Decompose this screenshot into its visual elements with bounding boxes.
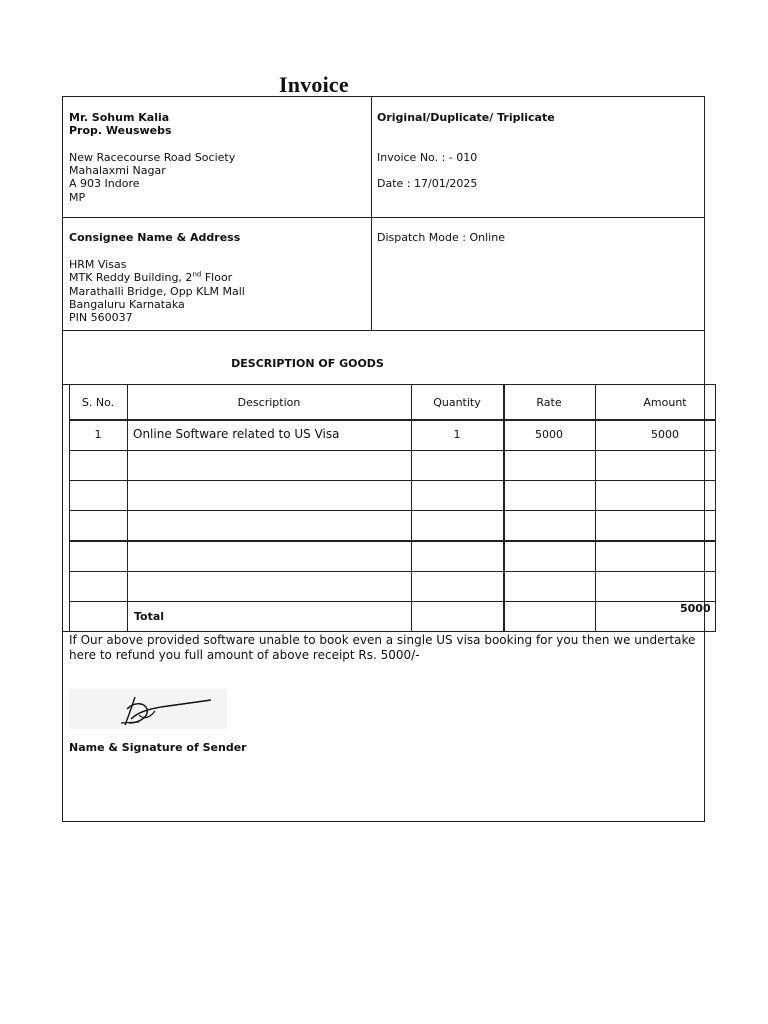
consignee-address-line: Marathalli Bridge, Opp KLM Mall: [69, 285, 245, 298]
consignee-address-line: PIN 560037: [69, 311, 133, 324]
copy-type: Original/Duplicate/ Triplicate: [377, 111, 555, 124]
table-line: [127, 384, 128, 632]
total-amount: 5000: [680, 602, 711, 615]
table-line: [69, 510, 716, 511]
total-label: Total: [134, 610, 165, 623]
cell-amount: 5000: [651, 428, 679, 441]
table-line: [69, 480, 716, 481]
table-line: [69, 571, 716, 572]
col-header-sno: S. No.: [81, 396, 115, 409]
col-header-rate: Rate: [536, 396, 562, 409]
consignee-bottom-line: [62, 330, 705, 331]
refund-note-line: here to refund you full amount of above receipt Rs. 5000/-: [69, 648, 420, 662]
invoice-date: Date : 17/01/2025: [377, 177, 478, 190]
table-line: [595, 384, 596, 632]
signature-image: [69, 689, 227, 729]
cell-sno: 1: [94, 428, 102, 441]
consignee-address-line: MTK Reddy Building, 2nd Floor: [69, 270, 233, 284]
cell-rate: 5000: [535, 428, 563, 441]
table-line: [69, 601, 716, 602]
table-line: [69, 419, 716, 421]
col-header-quantity: Quantity: [433, 396, 481, 409]
signature-area: [69, 689, 227, 729]
table-line: [62, 631, 716, 632]
refund-note-line: If Our above provided software unable to book even a single US visa booking for you then we undertake: [69, 633, 696, 647]
invoice-number: Invoice No. : - 010: [377, 151, 478, 164]
table-line: [69, 540, 716, 542]
invoice-title: Invoice: [279, 72, 349, 97]
cell-description: Online Software related to US Visa: [133, 427, 340, 441]
table-line: [62, 384, 716, 385]
sender-name: Mr. Sohum Kalia: [69, 111, 170, 124]
signature-label: Name & Signature of Sender: [69, 741, 247, 754]
table-line: [69, 384, 70, 632]
sender-address-line: New Racecourse Road Society: [69, 151, 236, 164]
table-line: [503, 384, 505, 632]
sender-prop: Prop. Weuswebs: [69, 124, 172, 137]
header-row-divider: [62, 217, 705, 218]
sender-address-line: MP: [69, 191, 86, 204]
table-line: [411, 384, 412, 632]
sender-address-line: Mahalaxmi Nagar: [69, 164, 166, 177]
dispatch-mode: Dispatch Mode : Online: [377, 231, 505, 244]
goods-heading: DESCRIPTION OF GOODS: [231, 357, 384, 370]
col-header-description: Description: [237, 396, 301, 409]
col-header-amount: Amount: [643, 396, 687, 409]
sender-address-line: A 903 Indore: [69, 177, 140, 190]
consignee-address-line: Bangaluru Karnataka: [69, 298, 185, 311]
table-line: [69, 450, 716, 451]
cell-quantity: 1: [453, 428, 461, 441]
consignee-name: HRM Visas: [69, 258, 127, 271]
consignee-heading: Consignee Name & Address: [69, 231, 241, 244]
table-line: [715, 384, 716, 632]
header-divider: [371, 96, 372, 331]
